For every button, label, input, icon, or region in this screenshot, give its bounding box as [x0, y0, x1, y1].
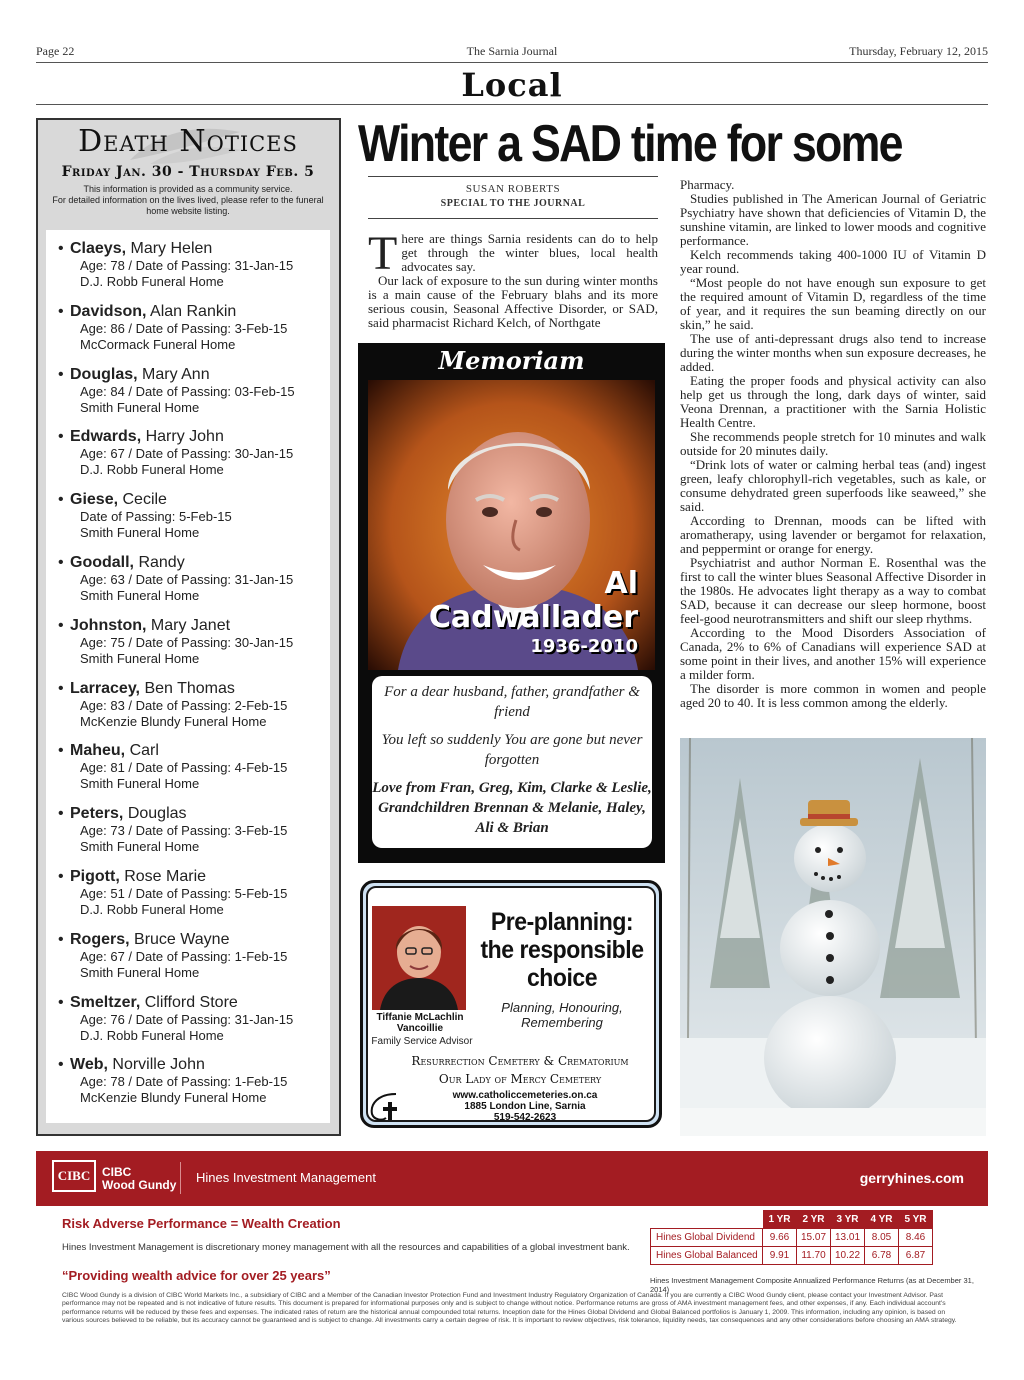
funeral-home: Smith Funeral Home [80, 839, 200, 855]
performance-header-5yr: 5 YR [899, 1210, 933, 1229]
memoriam-years: 1936-2010 [530, 636, 638, 657]
performance-header-4yr: 4 YR [865, 1210, 899, 1229]
bullet-icon: • [58, 742, 64, 760]
deceased-first-name: Clifford Store [144, 993, 238, 1011]
return-value: 10.22 [831, 1247, 865, 1265]
article-paragraph: The disorder is more common in women and people aged 20 to 40. It is less common among the elderly. [680, 681, 986, 710]
deceased-name [58, 993, 328, 1012]
deceased-last-name: Peters, [70, 805, 124, 823]
performance-header-blank [651, 1210, 763, 1229]
article-paragraph: “Drink lots of water or calming herbal teas (and) ingest green, leafy chlorophyll-rich vegetables, such as kale, or consume dehydrated green superfoods like seaweed,” she said. [680, 457, 986, 514]
funeral-home: D.J. Robb Funeral Home [80, 902, 224, 917]
bullet-icon: • [58, 930, 64, 948]
deceased-details: Age: 86 / Date of Passing: 3-Feb-15 [80, 320, 288, 336]
deceased-last-name: Giese, [70, 491, 119, 509]
info-line-1: This information is provided as a community service. [83, 184, 293, 194]
bullet-icon: • [58, 554, 64, 571]
death-notices-range: Friday Jan. 30 - Thursday Feb. 5 [61, 164, 315, 180]
cibc-brand [102, 1166, 176, 1192]
deceased-details: Age: 63 / Date of Passing: 31-Jan-15 [80, 572, 294, 587]
bullet-icon: • [58, 428, 64, 446]
list-item [58, 679, 328, 730]
cibc-logo[interactable] [52, 1160, 96, 1192]
deceased-last-name: Claeys, [70, 240, 127, 257]
fund-label: Hines Global Dividend [651, 1229, 763, 1247]
deceased-last-name: Davidson, [70, 302, 147, 320]
deceased-name [58, 805, 328, 823]
funeral-home: Smith Funeral Home [80, 650, 200, 666]
return-value: 8.46 [899, 1229, 933, 1247]
deceased-name [58, 930, 328, 949]
issue-date: Thursday, February 12, 2015 [849, 44, 988, 58]
bullet-icon: • [58, 240, 64, 257]
hines-quote: “Providing wealth advice for over 25 years” [62, 1268, 331, 1283]
list-item [58, 365, 328, 416]
bullet-icon: • [58, 993, 64, 1011]
article-paragraph-1: here are things Sarnia residents can do to help get through the winter blues, local health advocates say. [401, 231, 658, 274]
bullet-icon: • [58, 805, 64, 823]
cibc-logo-text: CIBC [57, 1168, 91, 1183]
advisor-name: Tiffanie McLachlin Vancoillie [376, 1012, 464, 1034]
deceased-last-name: Smeltzer, [70, 993, 141, 1011]
funeral-home: D.J. Robb Funeral Home [80, 1027, 224, 1043]
funeral-home: McKenzie Blundy Funeral Home [80, 1090, 267, 1106]
cibc-brand-line-1: CIBC [102, 1165, 132, 1179]
deceased-details: Age: 83 / Date of Passing: 2-Feb-15 [80, 697, 288, 713]
bullet-icon: • [58, 302, 64, 320]
funeral-home: Smith Funeral Home [80, 525, 200, 541]
memoriam-first-name: Al [604, 566, 638, 601]
cemetery-website[interactable]: www.catholiccemeteries.on.ca [452, 1090, 598, 1101]
deceased-first-name: Mary Helen [130, 240, 213, 257]
return-value: 9.66 [763, 1229, 797, 1247]
cibc-firm: Hines Investment Management [196, 1170, 376, 1185]
deceased-name [58, 1056, 328, 1074]
cemetery-contact [400, 1090, 650, 1123]
deceased-last-name: Douglas, [70, 365, 138, 383]
list-item [58, 616, 328, 667]
article-paragraph: Psychiatrist and author Norman E. Rosenthal was the first to call the winter blues Seasonal Affective Disorder in the 1980s. He advocates light therapy as a way to combat SAD, because it can decrease our sleep hormone, boost feel-good neurotransmitters and shift our sleep rhythms. [680, 555, 986, 626]
article-paragraph: “Most people do not have enough sun exposure to get the required amount of Vitamin D, regardless of the time of year, and it requires the sun beaming directly on our skin,” he said. [680, 275, 986, 332]
article-paragraph: Kelch recommends taking 400-1000 IU of Vitamin D year round. [680, 247, 986, 276]
deceased-details: Age: 67 / Date of Passing: 30-Jan-15 [80, 446, 294, 462]
deceased-first-name: Bruce Wayne [134, 930, 230, 948]
section-title: Local [461, 66, 563, 104]
bullet-icon: • [58, 868, 64, 885]
deceased-first-name: Alan Rankin [150, 302, 237, 320]
memoriam-verse-2: You left so suddenly You are gone but never forgotten [381, 732, 643, 768]
article-paragraph: According to the Mood Disorders Association of Canada, 2% to 6% of Canadians will experience SAD at some point in their lives, and another 15% will experience a milder form. [680, 625, 986, 682]
bullet-icon: • [58, 679, 64, 697]
funeral-home: Smith Funeral Home [80, 776, 200, 792]
bullet-icon: • [58, 491, 64, 509]
performance-header-2yr: 2 YR [797, 1210, 831, 1229]
return-value: 6.78 [865, 1247, 899, 1265]
section-rule [36, 104, 988, 105]
deceased-first-name: Rose Marie [124, 868, 207, 885]
memoriam-verse-3: Love from Fran, Greg, Kim, Clarke & Leslie, Grandchildren Brennan & Melanie, Haley, Ali & Brian [372, 780, 652, 836]
article-paragraph-2: Our lack of exposure to the sun during winter months is a main cause of the February blahs and its more serious cousin, Seasonal Affective Disorder, or SAD, said pharmacist Richard Kelch, of Northgate [368, 273, 658, 330]
cemetery-name-2: Our Lady of Mercy Cemetery [438, 1072, 602, 1086]
return-value: 11.70 [797, 1247, 831, 1265]
deceased-name [58, 742, 328, 760]
deceased-details: Age: 73 / Date of Passing: 3-Feb-15 [80, 823, 288, 839]
deceased-first-name: Douglas [127, 805, 187, 823]
deceased-name [58, 679, 328, 698]
deceased-last-name: Johnston, [70, 616, 147, 634]
funeral-home: McKenzie Blundy Funeral Home [80, 713, 267, 729]
return-value: 8.05 [865, 1229, 899, 1247]
deceased-last-name: Web, [70, 1056, 108, 1074]
list-item [58, 554, 328, 604]
preplanning-tagline: Planning, Honouring, Remembering [501, 1000, 623, 1030]
list-item [58, 240, 328, 290]
cemetery-address: 1885 London Line, Sarnia [464, 1101, 586, 1112]
deceased-name [58, 240, 328, 258]
deceased-name [58, 428, 328, 446]
list-item [58, 491, 328, 541]
deceased-first-name: Norville John [112, 1056, 205, 1074]
byline-rule-top [368, 176, 658, 177]
snowman-photo [680, 738, 986, 1136]
deceased-name [58, 616, 328, 635]
bullet-icon: • [58, 1056, 64, 1074]
advisor-photo [372, 906, 466, 1010]
deceased-last-name: Edwards, [70, 428, 142, 446]
cross-logo-icon [368, 1090, 402, 1122]
deceased-last-name: Rogers, [70, 930, 130, 948]
article-paragraph: Pharmacy. [680, 177, 735, 192]
deceased-name [58, 554, 328, 572]
funeral-home: McCormack Funeral Home [80, 336, 236, 352]
hines-description: Hines Investment Management is discretionary money management with all the resources and capabilities of a global investment bank. [62, 1242, 630, 1253]
deceased-last-name: Goodall, [70, 554, 134, 571]
deceased-first-name: Ben Thomas [144, 679, 235, 697]
list-item [58, 805, 328, 855]
death-notices-info [40, 184, 336, 217]
list-item [58, 302, 328, 353]
deceased-details: Age: 81 / Date of Passing: 4-Feb-15 [80, 760, 288, 776]
cibc-website-link[interactable]: gerryhines.com [859, 1170, 964, 1186]
newspaper-name: The Sarnia Journal [466, 44, 558, 58]
deceased-first-name: Cecile [122, 491, 167, 509]
death-notices-list [46, 230, 330, 1123]
deceased-details: Age: 67 / Date of Passing: 1-Feb-15 [80, 948, 288, 964]
performance-note: Hines Investment Management Composite Annualized Performance Returns (as at December 31, 2014) [650, 1276, 974, 1294]
funeral-home: D.J. Robb Funeral Home [80, 274, 224, 289]
deceased-first-name: Randy [138, 554, 185, 571]
funeral-home: Smith Funeral Home [80, 399, 200, 415]
memoriam-verse-1: For a dear husband, father, grandfather & friend [384, 684, 640, 720]
deceased-name [58, 365, 328, 384]
deceased-name [58, 868, 328, 886]
deceased-details: Age: 75 / Date of Passing: 30-Jan-15 [80, 634, 294, 650]
performance-header-3yr: 3 YR [831, 1210, 865, 1229]
article-author: SUSAN ROBERTS [465, 183, 561, 195]
list-item [58, 868, 328, 918]
funeral-home: D.J. Robb Funeral Home [80, 462, 224, 478]
article-paragraph: According to Drennan, moods can be lifted with aromatherapy, using lavender or bergamot for relaxation, and peppermint or orange for energy. [680, 513, 986, 556]
article-column-1 [368, 227, 658, 330]
article-paragraph: The use of anti-depressant drugs also tend to increase during the winter months when sun exposure decreases, he added. [680, 331, 986, 374]
bullet-icon: • [58, 616, 64, 634]
cibc-brand-line-2: Wood Gundy [102, 1178, 177, 1192]
return-value: 9.91 [763, 1247, 797, 1265]
table-row [651, 1229, 933, 1247]
death-notices-title: Death Notices [78, 124, 298, 159]
list-item [58, 930, 328, 981]
article-paragraph: Studies published in The American Journal of Geriatric Psychiatry have shown that deficiencies of Vitamin D, the sunshine vitamin, are linked to lower moods and cognitive performance. [680, 191, 986, 248]
cibc-divider [180, 1162, 181, 1194]
funeral-home: Smith Funeral Home [80, 588, 200, 603]
cibc-disclaimer: CIBC Wood Gundy is a division of CIBC World Markets Inc., a subsidiary of CIBC and a Member of the Canadian Investor Protection Fund and Investment Industry Regulatory Organization of Canada. If you are currently a CIBC Wood Gundy client, please contact your Investment Advisor. Past performance may not be repeated and is not indicative of future results. This document is prepared for informational purposes only and is subject to change without notice. Performance returns are gross of AMA investment management fees, and other expenses, if any. Each individual account's performance returns will be reduced by these fees and expenses. The indicated rates of return are the historical annual compounded total returns. Inception date for the Hines Global Dividend and Global Balanced portfolios is January 1, 2009. This information, including any opinion, is based on various sources believed to be reliable, but its accuracy cannot be guaranteed and is subject to change. All investments carry a certain degree of risk. It is important to review objectives, risk tolerance, liquidity needs, tax consequences and any other considerations before choosing an AMA strategy. [62, 1292, 957, 1325]
deceased-last-name: Larracey, [70, 679, 140, 697]
cemetery-phone: 519-542-2623 [493, 1112, 557, 1123]
deceased-last-name: Pigott, [70, 868, 120, 885]
header-rule [36, 62, 988, 63]
return-value: 13.01 [831, 1229, 865, 1247]
deceased-name [58, 302, 328, 321]
list-item [58, 993, 328, 1044]
advisor-role: Family Service Advisor [371, 1036, 473, 1047]
performance-header-row [651, 1210, 933, 1229]
memoriam-last-name: Cadwallader [428, 600, 638, 635]
deceased-first-name: Mary Ann [142, 365, 210, 383]
info-line-2: For detailed information on the lives lived, please refer to the funeral home website listing. [52, 195, 324, 216]
deceased-name [58, 491, 328, 509]
preplanning-headline: Pre-planning: the responsible choice [480, 908, 644, 992]
deceased-details: Age: 84 / Date of Passing: 03-Feb-15 [80, 383, 295, 399]
cemetery-name-1: Resurrection Cemetery & Crematorium [411, 1054, 629, 1068]
list-item [58, 1056, 328, 1106]
deceased-details: Age: 78 / Date of Passing: 1-Feb-15 [80, 1074, 288, 1090]
deceased-details: Age: 78 / Date of Passing: 31-Jan-15 [80, 258, 294, 273]
funeral-home: Smith Funeral Home [80, 964, 200, 980]
article-paragraph: Eating the proper foods and physical activity can also help get us through the long, dark days of winter, said Veona Drennan, a practitioner with the Sarnia Holistic Health Centre. [680, 373, 986, 430]
byline-rule-bottom [368, 218, 658, 219]
deceased-details: Age: 51 / Date of Passing: 5-Feb-15 [80, 886, 288, 901]
page-number: Page 22 [36, 44, 75, 58]
article-column-2 [680, 178, 986, 710]
return-value: 15.07 [797, 1229, 831, 1247]
deceased-first-name: Carl [129, 742, 159, 760]
bullet-icon: • [58, 365, 64, 383]
article-headline: Winter a SAD time for some [358, 115, 902, 173]
deceased-first-name: Mary Janet [150, 616, 231, 634]
list-item [58, 428, 328, 478]
table-row [651, 1247, 933, 1265]
performance-header-1yr: 1 YR [763, 1210, 797, 1229]
deceased-details: Age: 76 / Date of Passing: 31-Jan-15 [80, 1011, 294, 1027]
risk-line: Risk Adverse Performance = Wealth Creation [62, 1216, 341, 1231]
article-credit: SPECIAL TO THE JOURNAL [440, 198, 586, 209]
drop-cap: T [368, 227, 398, 280]
article-paragraph: She recommends people stretch for 10 minutes and walk outside for 20 minutes daily. [680, 429, 986, 458]
return-value: 6.87 [899, 1247, 933, 1265]
performance-table [650, 1210, 933, 1265]
deceased-details: Date of Passing: 5-Feb-15 [80, 509, 232, 525]
memoriam-title: Memoriam [438, 346, 585, 375]
deceased-first-name: Harry John [145, 428, 224, 446]
fund-label: Hines Global Balanced [651, 1247, 763, 1265]
list-item [58, 742, 328, 792]
deceased-last-name: Maheu, [70, 742, 126, 760]
